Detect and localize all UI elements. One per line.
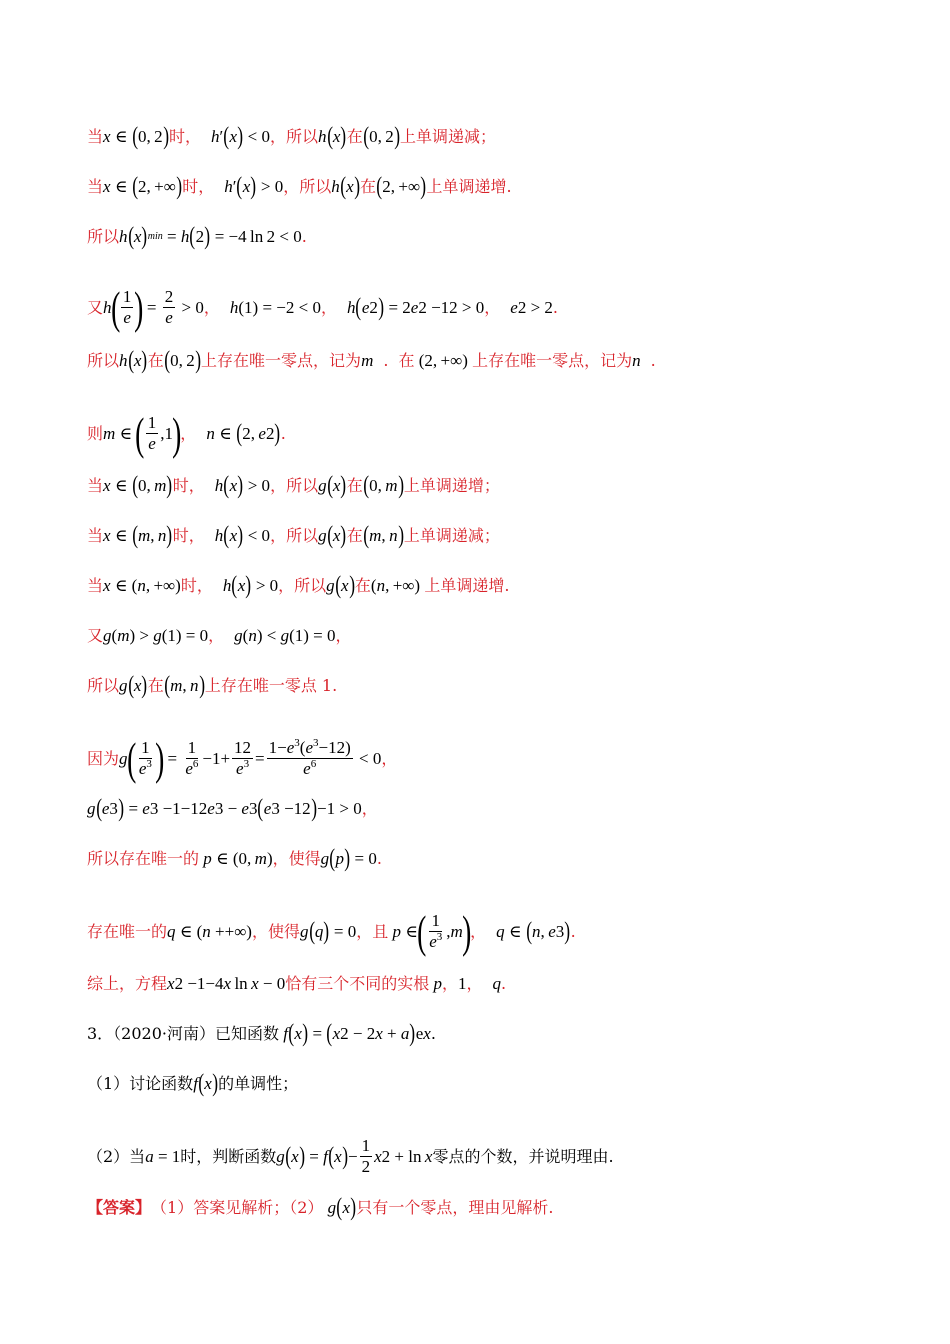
question-3-part-2: （2）当 a = 1 时，判断函数 g ( x ) = f ( x ) − $\frac{1}{2}$ x 2 + ln x 零点的个数，并说明理由. [87,1136,614,1176]
line-h-min: 所以 h ( x ) min = h ( 2 ) = −4 ln 2 < 0 . [87,223,307,250]
line-zeros-mn: 所以 h ( x ) 在 ( 0, 2 ) 上存在唯一零点，记为 m . 在 (2, +∞) 上存在唯一零点，记为 n . [87,347,656,374]
question-3-title: 3．（2020·河南）已知函数 f ( x ) = ( x 2 − 2 x + a ) e x . [87,1020,436,1047]
line-g-e3: g ( e 3 ) = e 3 −1−12 e 3 − e 3 ( e 3 −12 ) −1 > 0 ， [87,795,378,822]
line-h-increasing: 当 x ∈ ( 2, +∞ ) 时， h ′ ( x ) > 0 ，所以 h ( x ) 在 ( 2, +∞ ) 上单调递增. [87,173,512,200]
question-3-part-1: （1）讨论函数 f ( x ) 的单调性； [87,1070,299,1097]
line-conclusion: 综上，方程 x 2 −1−4 x ln x − 0 恰有三个不同的实根 p ， 1 ， q . [87,974,507,993]
line-g-dec: 当 x ∈ ( m , n ) 时， h ( x ) < 0 ，所以 g ( x ) 在 ( m , n ) 上单调递减； [87,522,500,549]
line-g-inc-1: 当 x ∈ ( 0, m ) 时， h ( x ) > 0 ，所以 g ( x ) 在 ( 0, m ) 上单调递增； [87,472,500,499]
line-exists-p: 所以存在唯一的 p ∈ (0, m ) ，使得 g ( p ) = 0 . [87,845,382,872]
line-h-decreasing: 当 x ∈ ( 0, 2 ) 时， h ′ ( x ) < 0 ，所以 h ( x ) 在 ( 0, 2 ) 上单调递减； [87,123,497,150]
line-exists-q: 存在唯一的 q ∈ ( n ++∞) ，使得 g ( q ) = 0 ，且 p ∈ ( $\frac{1}{e^3}$ , m ) ， q ∈ ( n , e 3 ) . [87,905,576,957]
line-g-inc-2: 当 x ∈ ( n , +∞) 时， h ( x ) > 0 ，所以 g ( x ) 在 ( n , +∞) 上单调递增. [87,572,510,599]
line-zero-one: 所以 g ( x ) 在 ( m , n ) 上存在唯一零点 1. [87,672,338,699]
line-m-n-range: 则 m ∈ ( $\frac{1}{e}$ ,1 ) ， n ∈ ( 2, e 2 ) . [87,407,286,459]
line-g-m-n: 又 g ( m ) > g (1) = 0 ， g ( n ) < g (1) = 0 ， [87,626,352,645]
answer-label: 【答案】 [87,1198,152,1217]
answer-line: 【答案】 （1）答案见解析；（2） g ( x ) 只有一个零点，理由见解析. [87,1194,554,1221]
line-g-1-over-e3: 因为 g ( $\frac{1}{e^3}$ ) = $\frac{1}{e^6}$ −1+ $\frac{12}{e^3}$ = $\frac{1-e^3(e^3-12)}{e^6}$ < 0 ， [87,732,398,784]
line-h-values: 又 h ( $\frac{1}{e}$ ) = $\frac{2}{e}$ > 0 ， h (1) = −2 < 0 ， h ( e 2 ) = 2 e 2 −12 > 0 ， e 2 > 2 . [87,281,559,333]
